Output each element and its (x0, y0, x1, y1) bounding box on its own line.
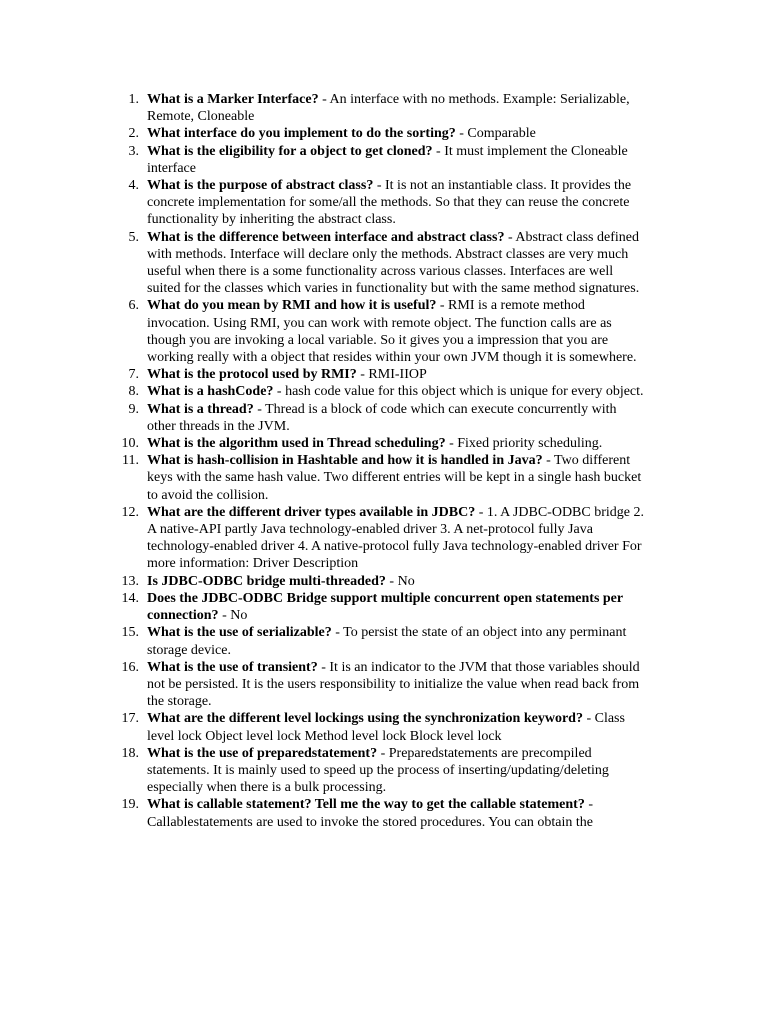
question-text: What is a thread? (147, 401, 254, 417)
question-text: What are the different level lockings using the synchronization keyword? (147, 711, 583, 727)
list-item (121, 573, 644, 590)
question-text: What do you mean by RMI and how it is useful? (147, 298, 437, 314)
question-text: What is the protocol used by RMI? (147, 367, 357, 383)
question-text: What are the different driver types available in JDBC? (147, 504, 476, 520)
item-number: 18. (121, 745, 139, 761)
answer-text: - An interface with no methods. Example: Serializable, Remote, Cloneable (147, 92, 630, 125)
list-item (128, 229, 644, 298)
question-text: What is the use of transient? (147, 659, 318, 675)
answer-text: - RMI is a remote method invocation. Using RMI, you can work with remote object. The function calls are as though you are invoking a local variable. So it gives you a impression that you are working really with a object that resides within your own JVM though it is somewhere. (147, 298, 637, 366)
item-number: 12. (121, 504, 139, 520)
question-text: What is the algorithm used in Thread scheduling? (147, 436, 446, 452)
item-number: 13. (121, 573, 139, 589)
list-item (121, 796, 644, 830)
item-number: 8. (128, 384, 139, 400)
answer-text: - Abstract class defined with methods. Interface will declare only the methods. Abstract classes are very much useful when there is a some functionality across various classes. Interfaces are well suited for the classes which varies in functionality but with the same method signatures. (147, 229, 640, 297)
answer-text: - No (385, 573, 415, 589)
item-number: 16. (121, 659, 139, 675)
item-number: 1. (128, 92, 139, 107)
answer-text: - Preparedstatements are precompiled statements. It is mainly used to speed up the process of inserting/updating/deleting especially when there is a bulk processing. (147, 745, 609, 796)
list-item (121, 745, 644, 797)
item-number: 17. (121, 711, 139, 727)
list-item (128, 143, 644, 177)
list-item (128, 401, 644, 435)
list-item (121, 710, 644, 744)
list-item (128, 366, 644, 383)
question-text: What interface do you implement to do the sorting? (147, 126, 456, 142)
item-number: 5. (128, 229, 139, 245)
item-number: 14. (121, 590, 139, 606)
answer-text: - Fixed priority scheduling. (445, 436, 603, 452)
list-item (121, 504, 644, 573)
answer-text: - To persist the state of an object into any perminant storage device. (147, 625, 627, 658)
answer-text: - It is not an instantiable class. It provides the concrete implementation for some/all the methods. So that they can reuse the concrete functionality by inheriting the abstract class. (147, 178, 632, 228)
question-text: Does the JDBC-ODBC Bridge support multiple concurrent open statements per connection? (147, 590, 623, 624)
answer-text: - Thread is a block of code which can execute concurrently with other threads in the JVM. (147, 401, 617, 434)
item-number: 3. (128, 143, 139, 159)
question-text: What is callable statement? Tell me the way to get the callable statement? (147, 797, 585, 813)
question-text: What is hash-collision in Hashtable and how it is handled in Java? (147, 453, 543, 469)
item-number: 15. (121, 625, 139, 641)
answer-text: - Callablestatements are used to invoke the stored procedures. You can obtain the (147, 797, 593, 830)
answer-text: - hash code value for this object which is unique for every object. (273, 384, 644, 400)
question-text: What is the difference between interface and abstract class? (147, 229, 505, 245)
list-item (128, 91, 644, 125)
item-number: 11. (122, 453, 139, 469)
question-text: What is the use of preparedstatement? (147, 745, 378, 761)
answer-text: - It must implement the Cloneable interface (147, 143, 628, 176)
list-item (128, 383, 644, 400)
answer-text: - Comparable (455, 126, 536, 142)
item-number: 19. (121, 797, 139, 813)
answer-text: - No (218, 608, 248, 624)
item-number: 6. (128, 298, 139, 314)
list-item (121, 590, 644, 624)
list-item (128, 125, 644, 142)
item-number: 4. (128, 178, 139, 194)
question-answer-list (121, 91, 644, 831)
list-item (121, 624, 644, 658)
question-text: What is a Marker Interface? (147, 92, 319, 107)
list-item (121, 659, 644, 711)
list-item (121, 435, 644, 452)
item-number: 9. (128, 401, 139, 417)
answer-text: - Two different keys with the same hash value. Two different entries will be kept in a single hash bucket to avoid the collision. (147, 453, 642, 503)
item-number: 2. (128, 126, 139, 142)
item-number: 7. (128, 367, 139, 383)
question-text: What is the eligibility for a object to get cloned? (147, 143, 433, 159)
question-text: Is JDBC-ODBC bridge multi-threaded? (147, 573, 386, 589)
answer-text: - 1. A JDBC-ODBC bridge 2. A native-API partly Java technology-enabled driver 3. A net-protocol fully Java technology-enabled driver 4. A native-protocol fully Java technology-enabled driver For more information: Driver Description (147, 504, 644, 572)
list-item (128, 177, 644, 229)
list-item (128, 297, 644, 366)
answer-text: - It is an indicator to the JVM that those variables should not be persisted. It is the users responsibility to initialize the value when read back from the storage. (147, 659, 640, 710)
question-text: What is a hashCode? (147, 384, 274, 400)
answer-text: - Class level lock Object level lock Method level lock Block level lock (147, 711, 625, 744)
item-number: 10. (121, 436, 139, 452)
question-text: What is the use of serializable? (147, 625, 332, 641)
answer-text: - RMI-IIOP (356, 367, 427, 383)
question-text: What is the purpose of abstract class? (147, 178, 374, 194)
list-item (122, 452, 644, 504)
